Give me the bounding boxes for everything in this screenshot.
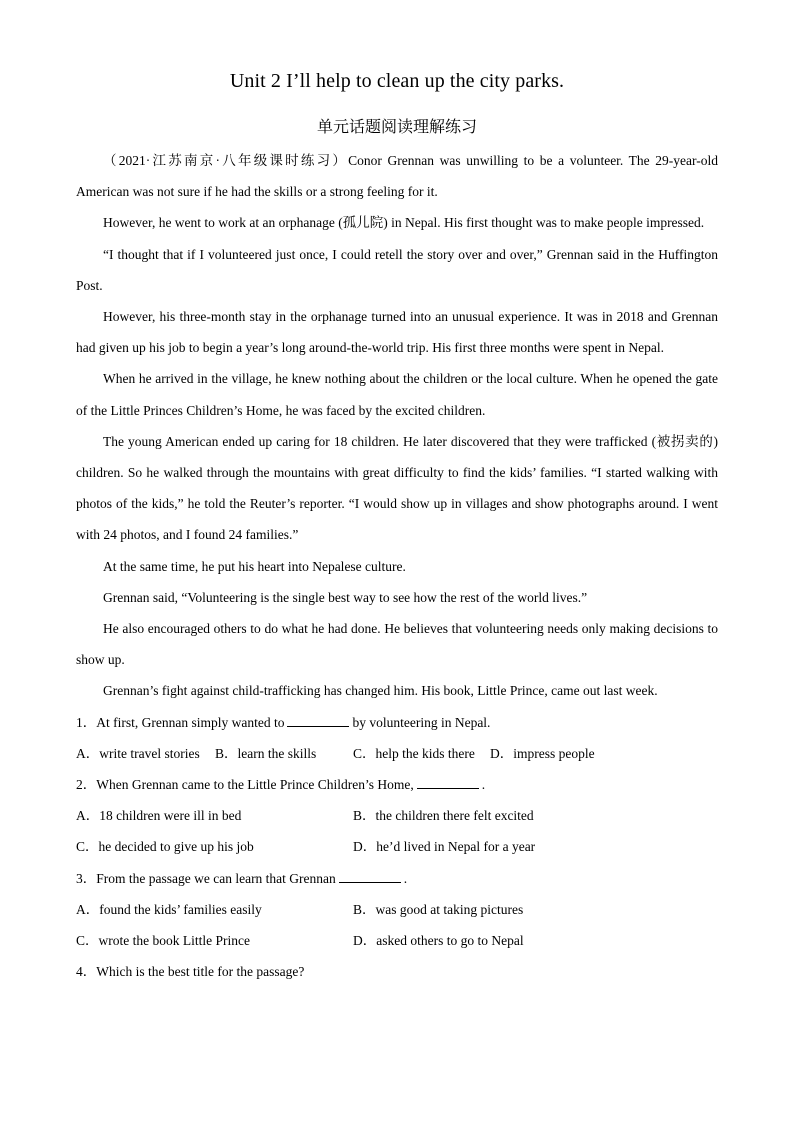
question-1-stem: 1．At first, Grennan simply wanted to <box>76 714 285 730</box>
passage-paragraph: Grennan said, “Volunteering is the single best way to see how the rest of the world lives.” <box>103 589 588 605</box>
option-c: C．help the kids there <box>353 745 475 761</box>
passage-paragraph: （2021·江苏南京·八年级课时练习）Conor Grennan was unwilling to be a volunteer. The 29-year-old American was not sure if he had the skills or a strong feeling for it. <box>76 153 718 200</box>
question-3-options-row-1 <box>76 894 718 925</box>
page-subtitle: 单元话题阅读理解练习 <box>316 117 477 136</box>
question-3-stem: 3．From the passage we can learn that Grennan <box>76 870 336 886</box>
option-a: A．found the kids’ families easily <box>76 901 262 917</box>
answer-blank <box>339 870 401 883</box>
question-1 <box>76 707 718 738</box>
passage-paragraph: Grennan’s fight against child-trafficking has changed him. His book, Little Prince, came out last week. <box>103 683 658 699</box>
passage-paragraph: At the same time, he put his heart into Nepalese culture. <box>103 558 406 574</box>
option-a: A．write travel stories <box>76 745 200 761</box>
passage-paragraph: However, he went to work at an orphanage (孤儿院) in Nepal. His first thought was to make people impressed. <box>103 215 705 231</box>
question-2-stem: 2．When Grennan came to the Little Prince Children’s Home, <box>76 777 414 793</box>
option-b: B．the children there felt excited <box>353 808 534 824</box>
question-1-options <box>76 738 718 769</box>
question-2 <box>76 769 718 800</box>
passage-paragraph: “I thought that if I volunteered just once, I could retell the story over and over,” Grennan said in the Huffington Post. <box>76 246 718 293</box>
option-d: D．asked others to go to Nepal <box>353 933 524 949</box>
passage-paragraph: The young American ended up caring for 18 children. He later discovered that they were trafficked (被拐卖的) children. So he walked through the mountains with great difficulty to find the kids’ families. “I started walking with photos of the kids,” he told the Reuter’s reporter. “I would show up in villages and show photographs around. I went with 24 photos, and I found 24 families.” <box>76 433 718 543</box>
question-2-options-row-1 <box>76 800 718 831</box>
question-3-options-row-2 <box>76 925 718 956</box>
option-c: C．he decided to give up his job <box>76 839 254 855</box>
passage-paragraph: When he arrived in the village, he knew nothing about the children or the local culture. When he opened the gate of the Little Princes Children’s Home, he was faced by the excited children. <box>76 371 718 418</box>
option-d: D．impress people <box>490 745 595 761</box>
option-b: B．was good at taking pictures <box>353 901 524 917</box>
question-3 <box>76 863 718 894</box>
option-c: C．wrote the book Little Prince <box>76 933 250 949</box>
passage-paragraph: He also encouraged others to do what he had done. He believes that volunteering needs only making decisions to show up. <box>76 621 718 668</box>
question-2-options-row-2 <box>76 831 718 862</box>
option-b: B．learn the skills <box>215 745 317 761</box>
answer-blank <box>287 714 349 727</box>
question-3-stem-end: . <box>403 870 408 886</box>
question-2-stem-end: . <box>481 777 486 793</box>
document-body <box>76 145 718 987</box>
page-title: Unit 2 I’ll help to clean up the city parks. <box>229 70 565 92</box>
question-4: 4．Which is the best title for the passage? <box>76 964 305 980</box>
answer-blank <box>417 776 479 789</box>
option-a: A．18 children were ill in bed <box>76 808 242 824</box>
option-d: D．he’d lived in Nepal for a year <box>353 839 536 855</box>
passage-paragraph: However, his three-month stay in the orphanage turned into an unusual experience. It was in 2018 and Grennan had given up his job to begin a year’s long around-the-world trip. His first three months were spent in Nepal. <box>76 309 718 356</box>
question-1-stem-end: by volunteering in Nepal. <box>352 714 491 730</box>
